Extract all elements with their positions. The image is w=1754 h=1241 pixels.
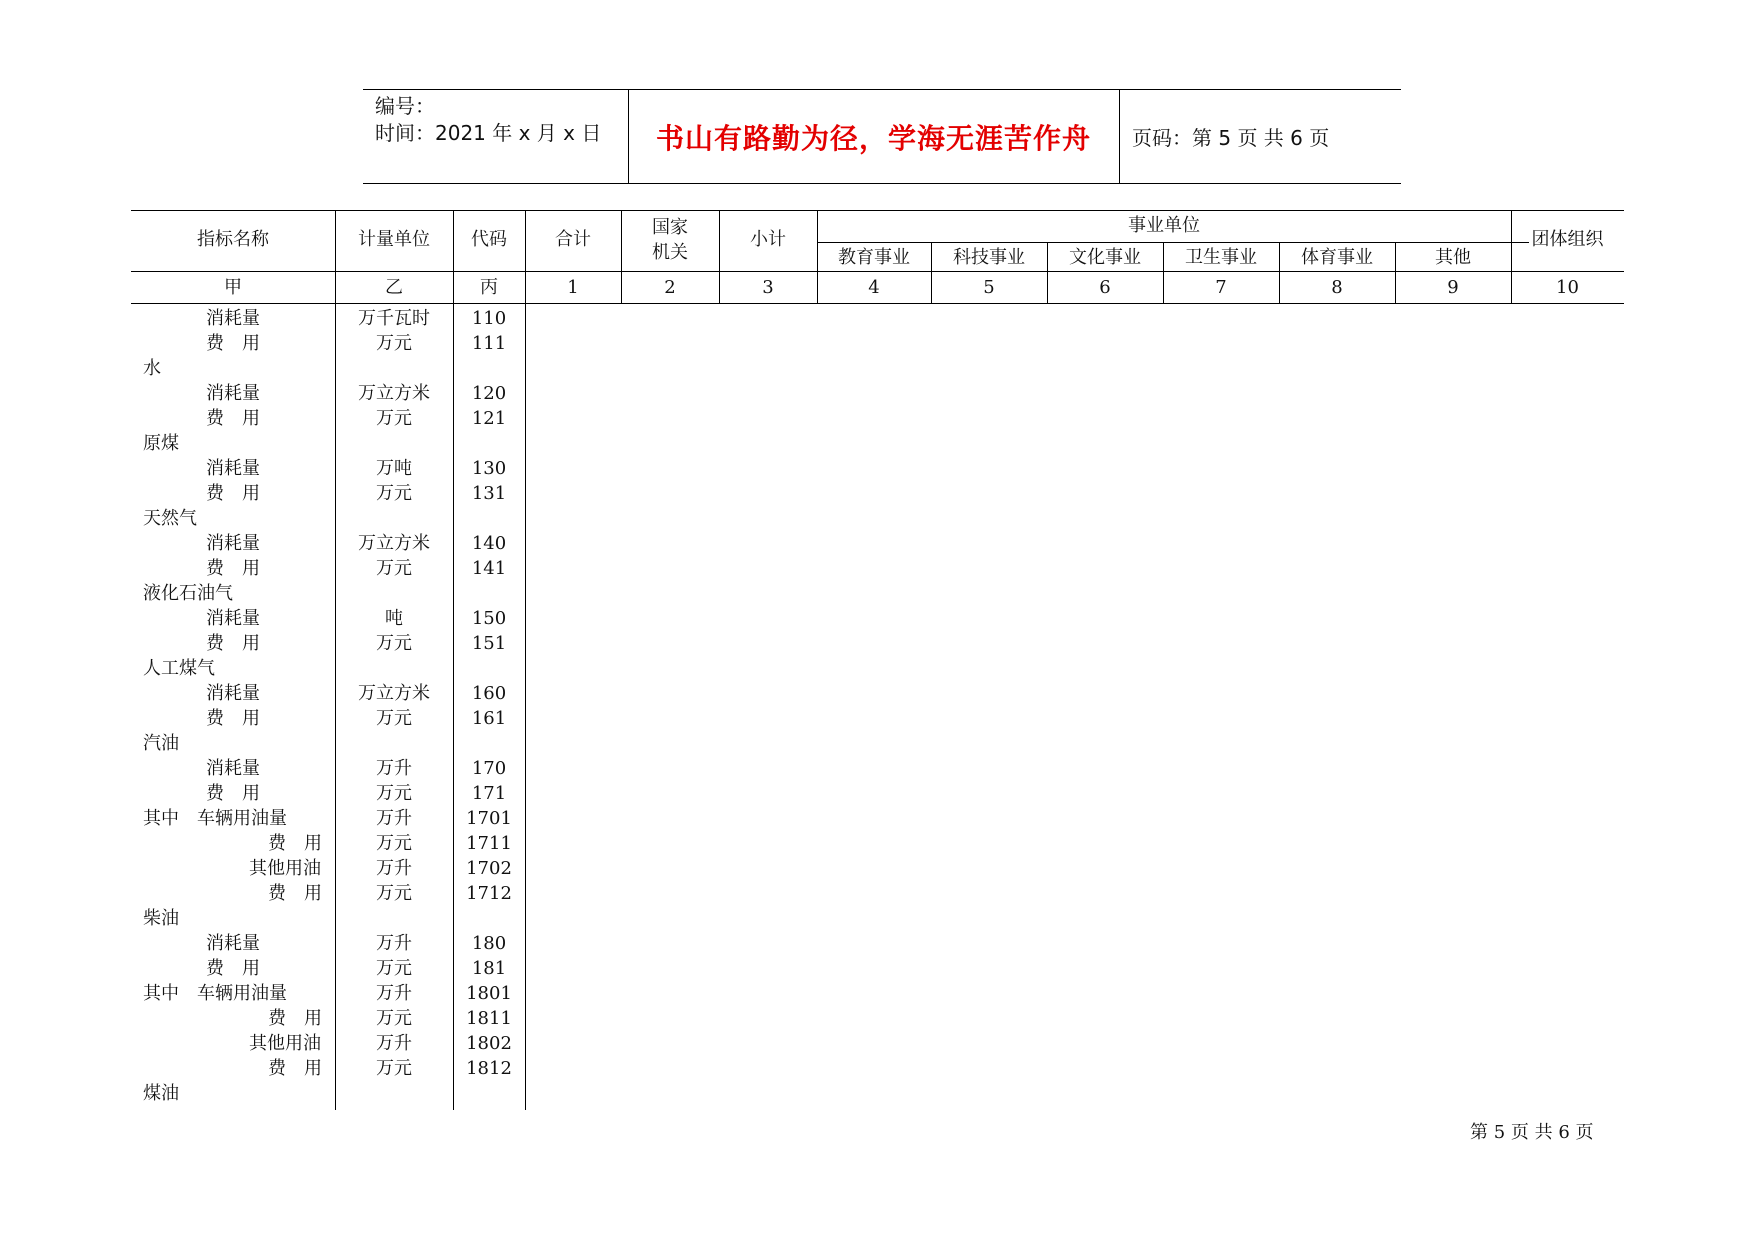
row-code: 150	[471, 608, 507, 629]
row-name: 费 用	[268, 1058, 322, 1079]
row-name: 水	[143, 358, 161, 379]
col-header-state-line2: 机关	[652, 242, 688, 263]
table-row	[131, 556, 531, 581]
col-header-code: 代码	[471, 229, 507, 250]
table-row	[131, 381, 531, 406]
header-meta	[363, 90, 629, 183]
row-unit: 万升	[376, 808, 412, 829]
row-unit: 万升	[376, 1033, 412, 1054]
table-row	[131, 531, 531, 556]
index-cell: 9	[1447, 277, 1459, 298]
header-bottom-rule	[131, 271, 1624, 272]
row-unit: 万元	[376, 833, 412, 854]
table-row	[131, 306, 531, 331]
row-name: 天然气	[143, 508, 197, 529]
row-name: 费 用	[268, 833, 322, 854]
table-row	[131, 356, 531, 381]
header-page-cell	[1120, 90, 1401, 183]
row-code: 1812	[466, 1058, 512, 1079]
row-name: 原煤	[143, 433, 179, 454]
index-cell: 1	[567, 277, 579, 298]
row-name: 消耗量	[206, 308, 260, 329]
row-unit: 万元	[376, 333, 412, 354]
statistics-table	[131, 210, 1624, 1110]
row-unit: 万元	[376, 1058, 412, 1079]
row-code: 111	[471, 333, 507, 354]
row-code: 110	[471, 308, 507, 329]
col-header-health: 卫生事业	[1185, 247, 1257, 268]
row-code: 1702	[466, 858, 512, 879]
col-header-social-orgs: 团体组织	[1531, 229, 1604, 250]
table-row	[131, 756, 531, 781]
row-unit: 万元	[376, 958, 412, 979]
row-code: 180	[471, 933, 507, 954]
row-code: 161	[471, 708, 507, 729]
index-cell: 5	[983, 277, 995, 298]
row-name: 费 用	[268, 1008, 322, 1029]
row-unit: 万立方米	[358, 683, 430, 704]
col-header-culture: 文化事业	[1069, 247, 1141, 268]
row-code: 170	[471, 758, 507, 779]
row-unit: 万元	[376, 633, 412, 654]
row-code: 1701	[466, 808, 512, 829]
row-name: 消耗量	[206, 608, 260, 629]
row-code: 131	[471, 483, 507, 504]
table-row	[131, 406, 531, 431]
table-row	[131, 931, 531, 956]
table-row	[131, 831, 531, 856]
table-row	[131, 456, 531, 481]
col-header-name: 指标名称	[197, 229, 269, 250]
table-top-rule	[131, 210, 1624, 211]
row-name: 其他用油	[249, 1033, 321, 1054]
table-row	[131, 806, 531, 831]
table-row	[131, 506, 531, 531]
row-name: 费 用	[206, 558, 260, 579]
row-unit: 万升	[376, 858, 412, 879]
row-unit: 万升	[376, 933, 412, 954]
row-unit: 万元	[376, 708, 412, 729]
col-header-education: 教育事业	[838, 247, 910, 268]
table-row	[131, 606, 531, 631]
table-row	[131, 656, 531, 681]
row-code: 1712	[466, 883, 512, 904]
row-name: 消耗量	[206, 383, 260, 404]
index-cell: 甲	[224, 277, 242, 298]
index-cell: 7	[1215, 277, 1227, 298]
row-unit: 万元	[376, 483, 412, 504]
col-header-state-line1: 国家	[652, 217, 688, 238]
row-unit: 万升	[376, 758, 412, 779]
row-name: 其中 车辆用油量	[143, 808, 287, 829]
col-header-unit: 计量单位	[358, 229, 430, 250]
index-cell: 8	[1331, 277, 1343, 298]
row-code: 140	[471, 533, 507, 554]
row-unit: 万元	[376, 558, 412, 579]
row-code: 151	[471, 633, 507, 654]
table-row	[131, 481, 531, 506]
index-cell: 乙	[385, 277, 403, 298]
motto-text: 书山有路勤为径，学海无涯苦作舟	[655, 121, 1091, 155]
row-name: 费 用	[206, 333, 260, 354]
row-name: 消耗量	[206, 533, 260, 554]
row-name: 其他用油	[249, 858, 321, 879]
table-row	[131, 981, 531, 1006]
row-code: 141	[471, 558, 507, 579]
index-cell: 6	[1099, 277, 1111, 298]
table-row	[131, 856, 531, 881]
row-unit: 吨	[385, 608, 403, 629]
row-code: 130	[471, 458, 507, 479]
row-name: 人工煤气	[143, 658, 215, 679]
row-unit: 万千瓦时	[358, 308, 430, 329]
row-name: 柴油	[143, 908, 179, 929]
row-name: 费 用	[206, 408, 260, 429]
row-code: 1802	[466, 1033, 512, 1054]
table-row	[131, 631, 531, 656]
row-name: 费 用	[268, 883, 322, 904]
index-row-rule	[131, 303, 1624, 304]
row-name: 费 用	[206, 483, 260, 504]
index-cell: 4	[868, 277, 880, 298]
row-unit: 万元	[376, 783, 412, 804]
row-name: 费 用	[206, 783, 260, 804]
row-unit: 万元	[376, 408, 412, 429]
index-cell: 2	[664, 277, 676, 298]
row-name: 其中 车辆用油量	[143, 983, 287, 1004]
row-unit: 万立方米	[358, 533, 430, 554]
col-header-science-tech: 科技事业	[953, 247, 1025, 268]
row-unit: 万升	[376, 983, 412, 1004]
row-code: 160	[471, 683, 507, 704]
table-row	[131, 1031, 531, 1056]
document-time-label: 时间：2021 年 x 月 x 日	[375, 121, 602, 145]
row-unit: 万立方米	[358, 383, 430, 404]
row-code: 120	[471, 383, 507, 404]
table-row	[131, 781, 531, 806]
col-header-other: 其他	[1435, 247, 1471, 268]
row-name: 费 用	[206, 633, 260, 654]
row-code: 1811	[466, 1008, 512, 1029]
table-row	[131, 1006, 531, 1031]
row-code: 1711	[466, 833, 512, 854]
row-name: 汽油	[143, 733, 179, 754]
col-header-total: 合计	[555, 229, 591, 250]
table-row	[131, 906, 531, 931]
row-code: 181	[471, 958, 507, 979]
table-row	[131, 1056, 531, 1081]
header-motto-cell	[628, 90, 1120, 183]
row-code: 1801	[466, 983, 512, 1004]
row-name: 消耗量	[206, 758, 260, 779]
index-cell: 10	[1556, 277, 1579, 298]
document-number-label: 编号：	[375, 94, 435, 118]
row-code: 171	[471, 783, 507, 804]
row-name: 消耗量	[206, 933, 260, 954]
table-row	[131, 731, 531, 756]
table-row	[131, 331, 531, 356]
row-unit: 万元	[376, 883, 412, 904]
table-row	[131, 1081, 531, 1106]
table-row	[131, 706, 531, 731]
subheader-rule	[817, 242, 1529, 243]
row-code: 121	[471, 408, 507, 429]
index-cell: 丙	[480, 277, 498, 298]
table-row	[131, 681, 531, 706]
table-row	[131, 956, 531, 981]
col-header-public-institutions: 事业单位	[1128, 215, 1200, 236]
page-code-label: 页码：第 5 页 共 6 页	[1132, 126, 1330, 150]
row-name: 消耗量	[206, 683, 260, 704]
table-row	[131, 431, 531, 456]
document-header	[363, 89, 1401, 184]
table-row	[131, 881, 531, 906]
row-unit: 万吨	[376, 458, 412, 479]
row-name: 消耗量	[206, 458, 260, 479]
col-header-subtotal: 小计	[750, 229, 786, 250]
index-cell: 3	[762, 277, 774, 298]
table-row	[131, 581, 531, 606]
row-unit: 万元	[376, 1008, 412, 1029]
row-name: 液化石油气	[143, 583, 233, 604]
row-name: 煤油	[143, 1083, 179, 1104]
row-name: 费 用	[206, 958, 260, 979]
row-name: 费 用	[206, 708, 260, 729]
col-header-sports: 体育事业	[1301, 247, 1373, 268]
page-footer: 第 5 页 共 6 页	[1470, 1122, 1594, 1143]
